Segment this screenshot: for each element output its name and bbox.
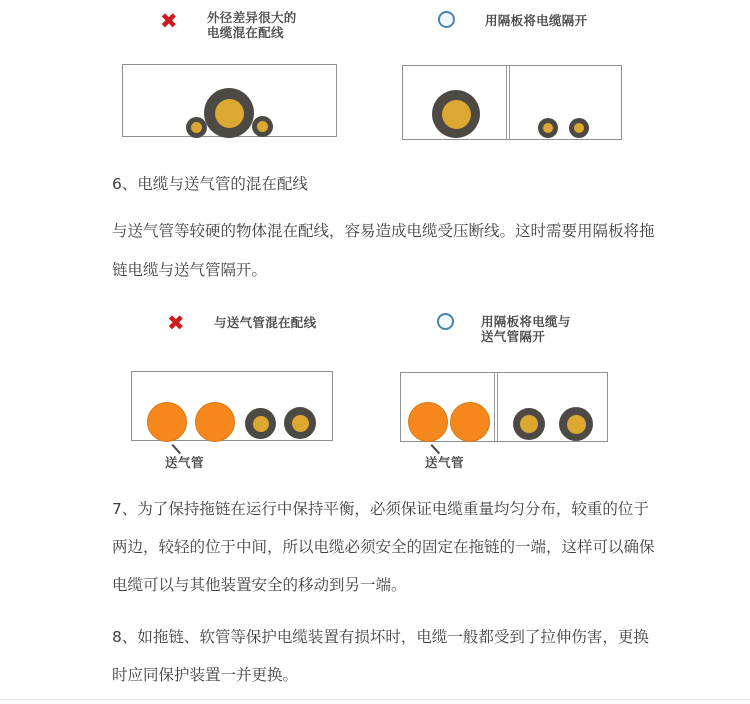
section-6-paragraph (112, 212, 655, 290)
caption-line: 外径差异很大的 (207, 10, 297, 25)
paragraph-line: 时应同保护装置一并更换。 (112, 666, 299, 684)
air-pipe (195, 402, 235, 442)
figure-box-cables-separated (402, 65, 622, 140)
cable-core (543, 123, 553, 133)
small-cable (186, 117, 207, 138)
cable-core (520, 415, 538, 433)
cable (513, 408, 545, 440)
paragraph-line: 两边，较轻的位于中间，所以电缆必须安全的固定在拖链的一端，这样可以确保 (112, 538, 655, 556)
ok-circle-icon (438, 11, 455, 28)
cable (284, 407, 316, 439)
paragraph-line: 7、为了保持拖链在运行中保持平衡，必须保证电缆重量均匀分布，较重的位于 (112, 500, 649, 518)
large-cable (204, 88, 254, 138)
paragraph-line: 与送气管等较硬的物体混在配线，容易造成电缆受压断线。这时需要用隔板将拖 (112, 222, 655, 240)
figure2-wrong-caption (214, 315, 316, 330)
partition-divider (494, 373, 498, 441)
bottom-divider (0, 699, 750, 700)
section-6-heading (112, 174, 308, 194)
paragraph-line: 8、如拖链、软管等保护电缆装置有损坏时，电缆一般都受到了拉伸伤害，更换 (112, 628, 649, 646)
air-pipe (147, 402, 187, 442)
cable-core (215, 99, 244, 128)
partition-divider (506, 66, 510, 139)
section-7-paragraph (112, 490, 655, 604)
cable-core (574, 123, 584, 133)
cable-core (292, 415, 309, 432)
air-pipe (450, 402, 490, 442)
pipe-label: 送气管 (425, 455, 465, 470)
caption-line: 用隔板将电缆与 (481, 314, 571, 329)
cable (559, 407, 593, 441)
caption-line: 送气管隔开 (481, 329, 546, 344)
figure1-ok-caption (485, 13, 587, 28)
cable (245, 408, 276, 439)
section-8-paragraph (112, 618, 649, 694)
figure-box-pipes-mixed (131, 371, 333, 441)
pipe-label: 送气管 (165, 455, 205, 470)
air-pipe (408, 402, 448, 442)
small-cable (569, 118, 589, 138)
cable-core (257, 121, 268, 132)
caption-line: 电缆混在配线 (207, 25, 284, 40)
heading-text: 6、电缆与送气管的混在配线 (112, 175, 308, 193)
cable-core (442, 100, 471, 129)
small-cable (252, 116, 273, 137)
caption-line: 与送气管混在配线 (214, 315, 317, 330)
small-cable (538, 118, 558, 138)
figure-box-mixed-diameter-cables (122, 64, 337, 137)
cable-core (191, 122, 202, 133)
ok-circle-icon (437, 313, 454, 330)
error-x-icon: ✖ (167, 311, 185, 335)
paragraph-line: 链电缆与送气管隔开。 (112, 261, 268, 279)
cable-core (253, 416, 269, 432)
caption-line: 用隔板将电缆隔开 (485, 13, 588, 28)
figure-box-pipes-separated (400, 372, 608, 442)
cable-core (567, 415, 586, 434)
figure2-ok-caption (481, 314, 571, 344)
figure1-wrong-caption (207, 10, 297, 40)
error-x-icon: ✖ (160, 9, 178, 33)
large-cable (432, 90, 480, 138)
paragraph-line: 电缆可以与其他装置安全的移动到另一端。 (112, 576, 407, 594)
